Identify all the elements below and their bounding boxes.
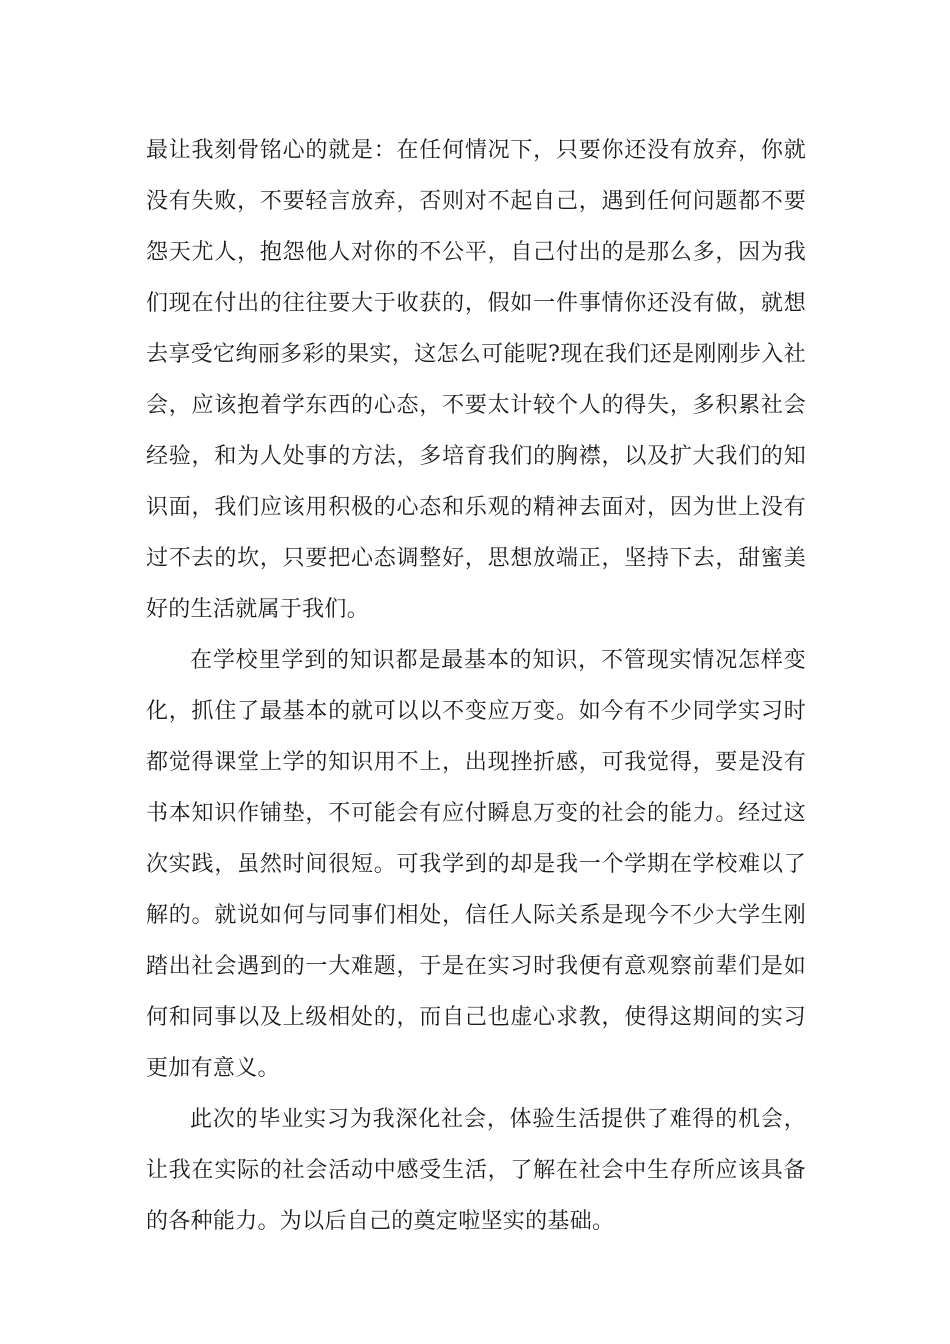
paragraph-2: 在学校里学到的知识都是最基本的知识，不管现实情况怎样变化，抓住了最基本的就可以以不变应万变。如今有不少同学实习时都觉得课堂上学的知识用不上，出现挫折感，可我觉得，要是没有书本知识作铺垫，不可能会有应付瞬息万变的社会的能力。经过这次实践，虽然时间很短。可我学到的却是我一个学期在学校难以了解的。就说如何与同事们相处，信任人际关系是现今不少大学生刚踏出社会遇到的一大难题，于是在实习时我便有意观察前辈们是如何和同事以及上级相处的，而自己也虚心求教，使得这期间的实习更加有意义。: [146, 648, 806, 1081]
paragraph-1: 最让我刻骨铭心的就是：在任何情况下，只要你还没有放弃，你就没有失败，不要轻言放弃，否则对不起自己，遇到任何问题都不要怨天尤人，抱怨他人对你的不公平，自己付出的是那么多，因为我们现在付出的往往要大于收获的，假如一件事情你还没有做，就想去享受它绚丽多彩的果实，这怎么可能呢?现在我们还是刚刚步入社会，应该抱着学东西的心态，不要太计较个人的得失，多积累社会经验，和为人处事的方法，多培育我们的胸襟，以及扩大我们的知识面，我们应该用积极的心态和乐观的精神去面对，因为世上没有过不去的坎，只要把心态调整好，思想放端正，坚持下去，甜蜜美好的生活就属于我们。: [146, 138, 806, 622]
document-body: [146, 125, 806, 1247]
paragraph-3: 此次的毕业实习为我深化社会，体验生活提供了难得的机会，让我在实际的社会活动中感受生活，了解在社会中生存所应该具备的各种能力。为以后自己的奠定啦坚实的基础。: [146, 1107, 806, 1234]
